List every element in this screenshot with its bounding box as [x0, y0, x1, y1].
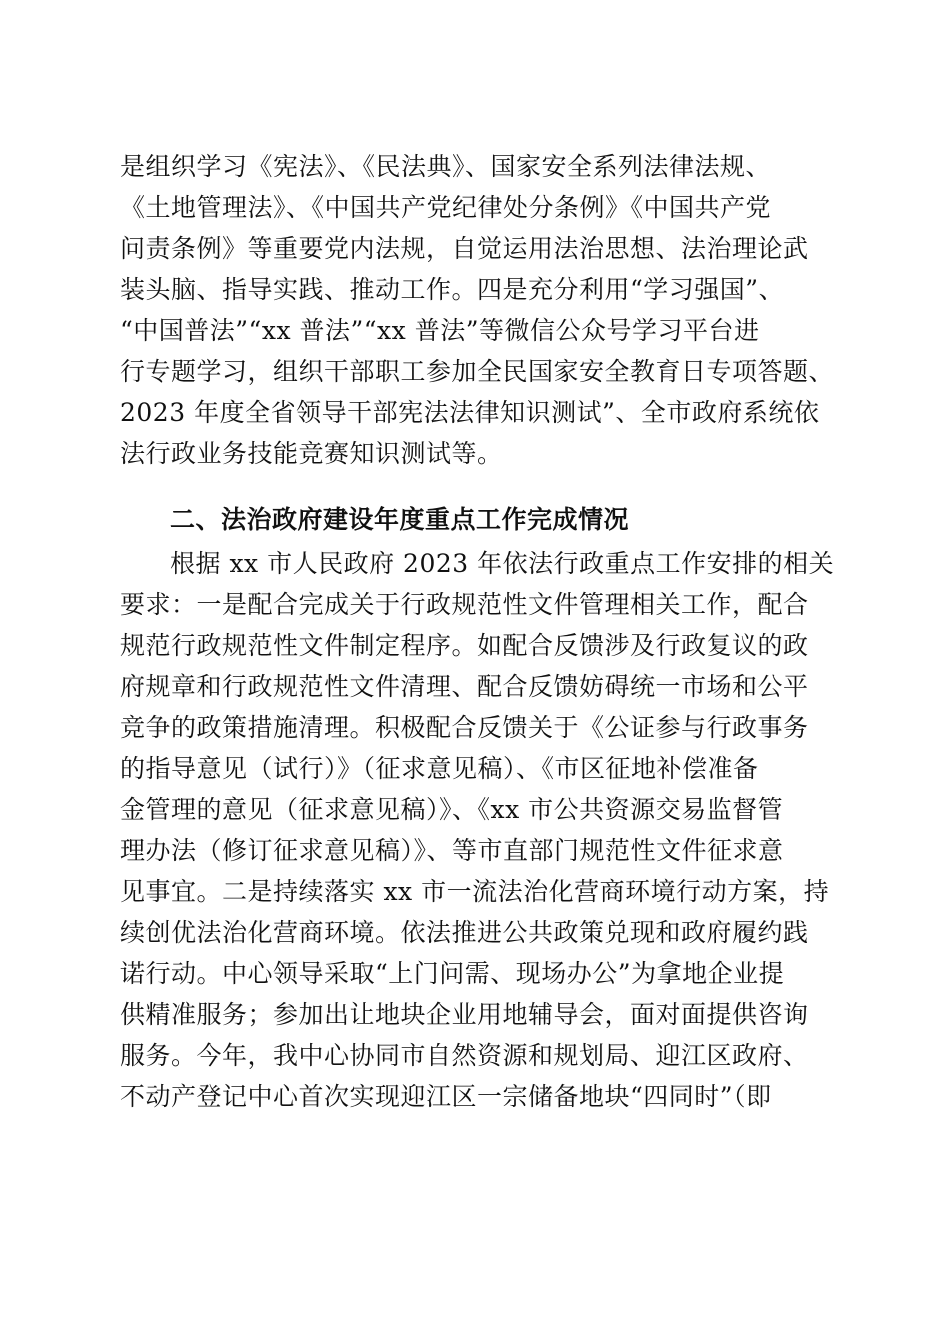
paragraph-line: 要求：一是配合完成关于行政规范性文件管理相关工作，配合: [120, 590, 809, 619]
paragraph-line: 供精准服务；参加出让地块企业用地辅导会，面对面提供咨询: [120, 1000, 809, 1029]
paragraph-line: 见事宜。二是持续落实 xx 市一流法治化营商环境行动方案，持: [120, 877, 830, 906]
paragraph-line: 服务。今年，我中心协同市自然资源和规划局、迎江区政府、: [120, 1041, 809, 1070]
paragraph-line: 问责条例》等重要党内法规，自觉运用法治思想、法治理论武: [120, 234, 809, 263]
paragraph-line: 诺行动。中心领导采取“上门问需、现场办公”为拿地企业提: [120, 959, 785, 988]
paragraph-line: 根据 xx 市人民政府 2023 年依法行政重点工作安排的相关: [170, 549, 835, 578]
paragraph-line: 理办法（修订征求意见稿）》、等市直部门规范性文件征求意: [120, 836, 784, 865]
paragraph-line: 装头脑、指导实践、推动工作。四是充分利用“学习强国”、: [120, 275, 785, 304]
paragraph-line: 行专题学习，组织干部职工参加全民国家安全教育日专项答题、: [120, 357, 835, 386]
paragraph-line: 法行政业务技能竞赛知识测试等。: [120, 439, 503, 468]
paragraph-line: 规范行政规范性文件制定程序。如配合反馈涉及行政复议的政: [120, 631, 809, 660]
paragraph-line: 金管理的意见（征求意见稿）》、《xx 市公共资源交易监督管: [120, 795, 784, 824]
section-heading: 二、法治政府建设年度重点工作完成情况: [170, 505, 630, 534]
paragraph-line: 竞争的政策措施清理。积极配合反馈关于《公证参与行政事务: [120, 713, 809, 742]
paragraph-line: 的指导意见（试行）》（征求意见稿）、《市区征地补偿准备: [120, 754, 759, 783]
paragraph-line: 是组织学习《宪法》、《民法典》、国家安全系列法律法规、: [120, 152, 772, 181]
paragraph-line: 续创优法治化营商环境。依法推进公共政策兑现和政府履约践: [120, 918, 809, 947]
paragraph-line: 《土地管理法》、《中国共产党纪律处分条例》《中国共产党: [120, 193, 772, 222]
paragraph-line: “中国普法”“xx 普法”“xx 普法”等微信公众号学习平台进: [120, 316, 760, 345]
paragraph-line: 府规章和行政规范性文件清理、配合反馈妨碍统一市场和公平: [120, 672, 809, 701]
paragraph-line: 不动产登记中心首次实现迎江区一宗储备地块“四同时”（即: [120, 1082, 772, 1111]
paragraph-line: 2023 年度全省领导干部宪法法律知识测试”、全市政府系统依: [120, 398, 820, 427]
